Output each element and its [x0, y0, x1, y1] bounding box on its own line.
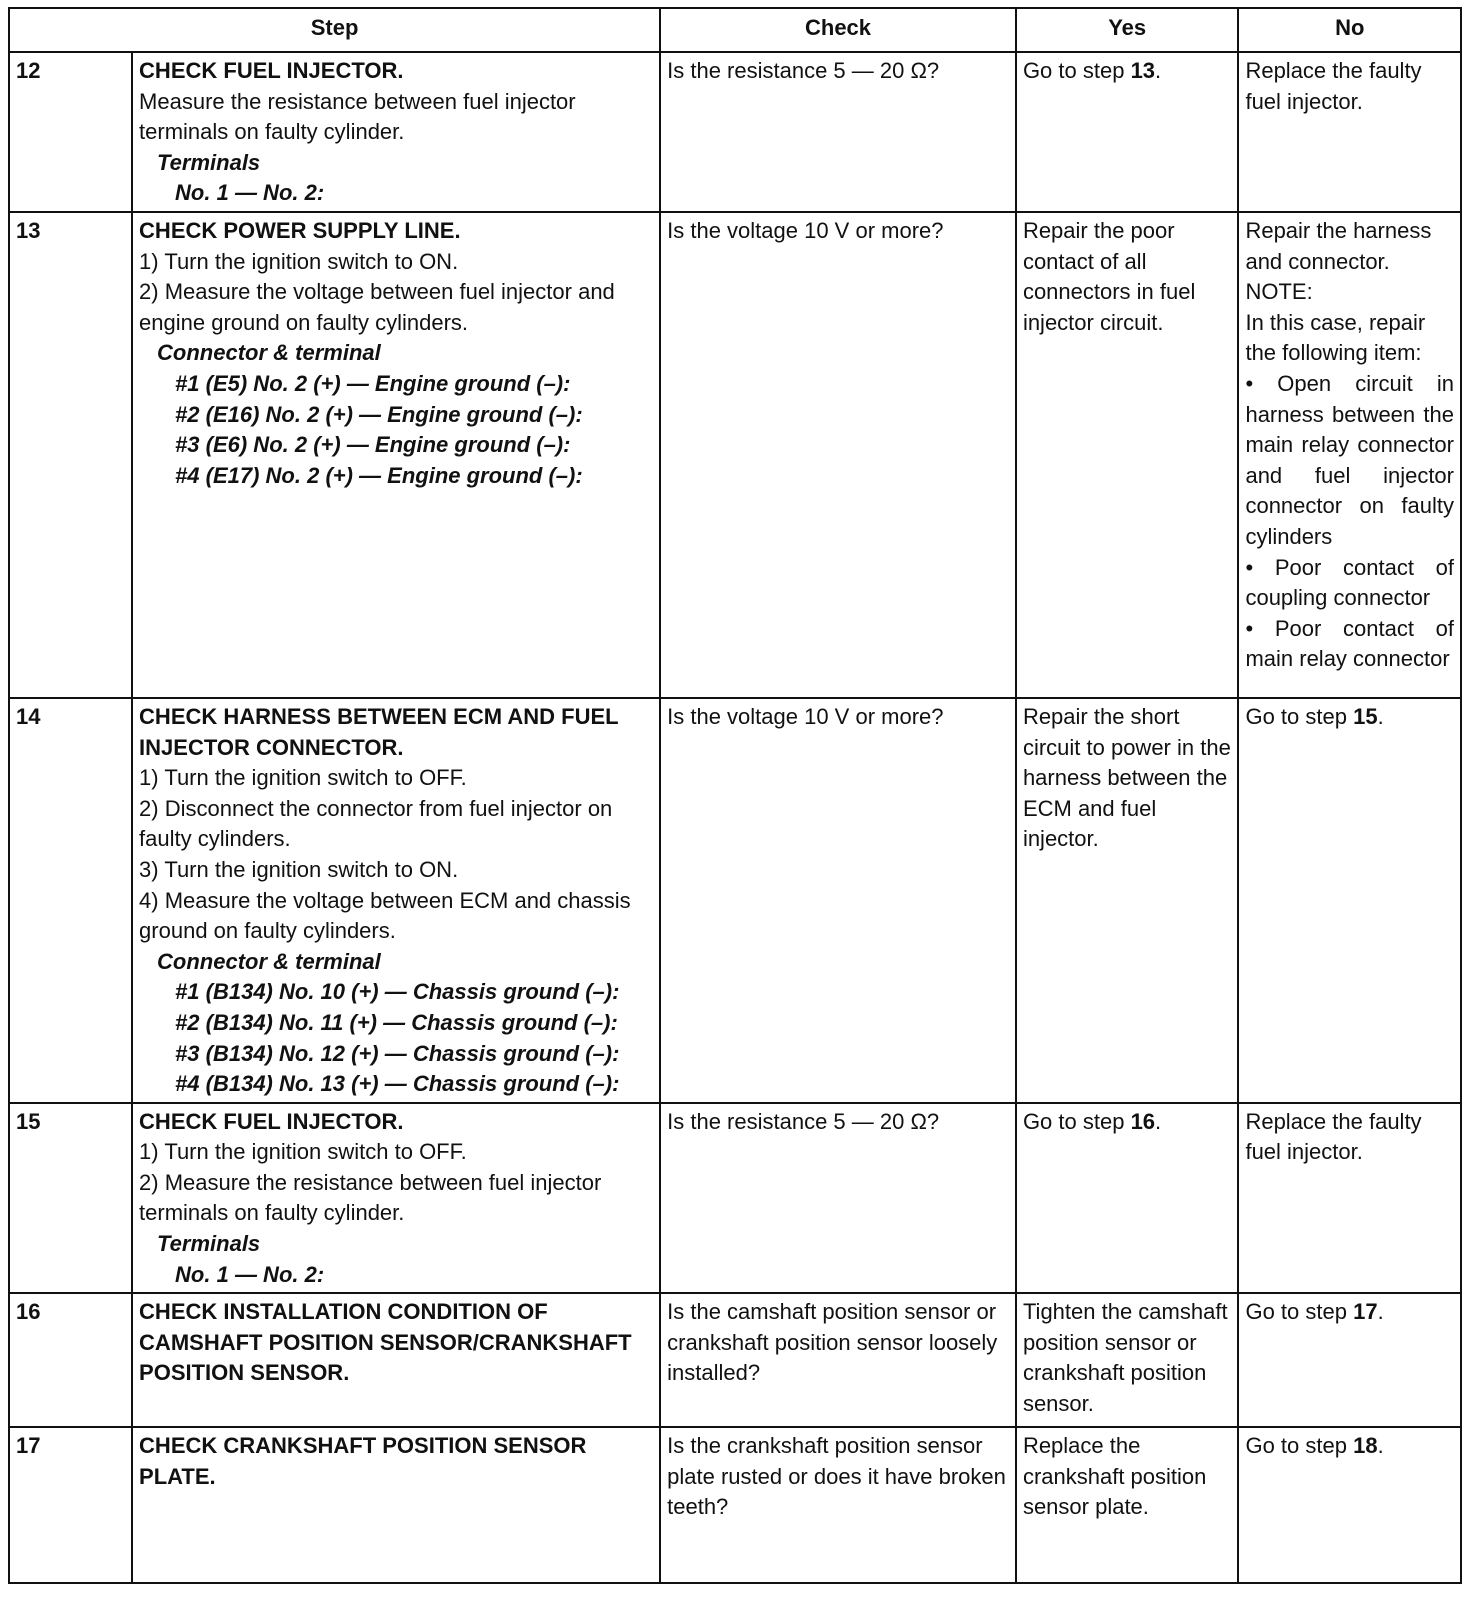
yes-step-ref: 13: [1130, 58, 1156, 83]
table-row: [9, 1427, 1461, 1583]
spec-label: Connector & terminal: [157, 340, 381, 366]
yes-cell: Replace the crankshaft position sensor plate.: [1016, 1427, 1239, 1583]
no-step-ref: 15: [1353, 703, 1378, 729]
diagnostic-table: [8, 7, 1462, 1584]
spec-line: #3 (E6) No. 2 (+) — Engine ground (–):: [175, 432, 571, 458]
header-step: Step: [9, 8, 660, 52]
yes-cell: [1016, 1103, 1239, 1294]
step-text: 2) Measure the resistance between fuel injector terminals on faulty cylinder.: [139, 1169, 602, 1226]
spec-line: #4 (E17) No. 2 (+) — Engine ground (–):: [175, 462, 583, 488]
step-cell: [132, 52, 660, 212]
spec-line: No. 1 — No. 2:: [175, 180, 325, 206]
step-cell: [132, 212, 660, 698]
no-cell: Replace the faulty fuel injector.: [1238, 52, 1461, 212]
step-number: 16: [9, 1293, 132, 1427]
table-row: [9, 52, 1461, 212]
no-cell: Replace the faulty fuel injector.: [1238, 1103, 1461, 1294]
no-text-end: .: [1377, 703, 1384, 729]
step-cell: [132, 1427, 660, 1583]
step-number: 13: [9, 212, 132, 698]
step-number: 14: [9, 698, 132, 1103]
yes-cell: Repair the short circuit to power in the harness between the ECM and fuel injector.: [1016, 698, 1239, 1103]
step-title: CHECK HARNESS BETWEEN ECM AND FUEL INJECTOR CONNECTOR.: [139, 703, 619, 760]
step-text: 3) Turn the ignition switch to ON.: [139, 856, 459, 882]
check-cell: Is the camshaft position sensor or crankshaft position sensor loosely installed?: [660, 1293, 1016, 1427]
step-cell: [132, 1103, 660, 1294]
check-cell: Is the voltage 10 V or more?: [660, 212, 1016, 698]
no-cell: [1238, 698, 1461, 1103]
no-cell: [1238, 1293, 1461, 1427]
step-text: 1) Turn the ignition switch to OFF.: [139, 765, 467, 791]
step-title: CHECK CRANKSHAFT POSITION SENSOR PLATE.: [139, 1433, 587, 1489]
step-title: CHECK FUEL INJECTOR.: [139, 58, 404, 83]
table-row: [9, 212, 1461, 698]
no-text: Repair the harness and connector.: [1245, 217, 1432, 274]
spec-label: Connector & terminal: [157, 948, 381, 974]
step-text: 1) Turn the ignition switch to ON.: [139, 248, 459, 274]
check-cell: Is the resistance 5 — 20 Ω?: [660, 1103, 1016, 1294]
header-yes: Yes: [1016, 8, 1239, 52]
spec-line: #3 (B134) No. 12 (+) — Chassis ground (–):: [175, 1040, 620, 1066]
step-title: CHECK INSTALLATION CONDITION OF CAMSHAFT POSITION SENSOR/CRANKSHAFT POSITION SENSOR.: [139, 1299, 632, 1386]
no-step-ref: 17: [1353, 1299, 1378, 1325]
spec-label: Terminals: [157, 149, 261, 175]
step-cell: [132, 1293, 660, 1427]
check-cell: Is the resistance 5 — 20 Ω?: [660, 52, 1016, 212]
step-text: 1) Turn the ignition switch to OFF.: [139, 1139, 467, 1165]
table-row: [9, 1293, 1461, 1427]
diagnostic-procedure-page: [8, 7, 1462, 1584]
step-title: CHECK FUEL INJECTOR.: [139, 1108, 404, 1134]
table-row: [9, 698, 1461, 1103]
note-item: • Poor contact of coupling connector: [1245, 554, 1454, 611]
yes-cell: [1016, 52, 1239, 212]
step-number: 12: [9, 52, 132, 212]
no-text: Go to step: [1245, 703, 1354, 729]
note-text: In this case, repair the following item:: [1245, 309, 1426, 366]
note-label: NOTE:: [1245, 279, 1313, 305]
spec-label: Terminals: [157, 1231, 261, 1257]
table-header-row: [9, 8, 1461, 52]
step-text: 2) Disconnect the connector from fuel injector on faulty cylinders.: [139, 795, 613, 852]
header-check: Check: [660, 8, 1016, 52]
no-text-end: .: [1377, 1433, 1384, 1459]
spec-line: #1 (E5) No. 2 (+) — Engine ground (–):: [175, 370, 571, 396]
step-cell: [132, 698, 660, 1103]
yes-cell: Tighten the camshaft position sensor or crankshaft position sensor.: [1016, 1293, 1239, 1427]
no-step-ref: 18: [1353, 1433, 1378, 1459]
yes-cell: Repair the poor contact of all connectors in fuel injector circuit.: [1016, 212, 1239, 698]
no-text: Go to step: [1245, 1299, 1354, 1325]
table-row: [9, 1103, 1461, 1294]
yes-text-end: .: [1155, 1108, 1162, 1134]
step-text: 4) Measure the voltage between ECM and chassis ground on faulty cylinders.: [139, 887, 631, 944]
yes-step-ref: 16: [1130, 1108, 1156, 1134]
yes-text: Go to step: [1022, 58, 1131, 83]
no-text: Go to step: [1245, 1433, 1354, 1459]
check-cell: Is the crankshaft position sensor plate rusted or does it have broken teeth?: [660, 1427, 1016, 1583]
spec-line: No. 1 — No. 2:: [175, 1261, 325, 1287]
check-cell: Is the voltage 10 V or more?: [660, 698, 1016, 1103]
step-number: 15: [9, 1103, 132, 1294]
note-item: • Open circuit in harness between the main relay connector and fuel injector connector on faulty cylinders: [1245, 370, 1454, 549]
step-text: Measure the resistance between fuel injector terminals on faulty cylinder.: [139, 88, 576, 145]
spec-line: #2 (B134) No. 11 (+) — Chassis ground (–):: [175, 1009, 618, 1035]
header-no: No: [1238, 8, 1461, 52]
spec-line: #1 (B134) No. 10 (+) — Chassis ground (–):: [175, 979, 620, 1005]
no-cell: [1238, 1427, 1461, 1583]
step-number: 17: [9, 1427, 132, 1583]
spec-line: #2 (E16) No. 2 (+) — Engine ground (–):: [175, 401, 583, 427]
yes-text: Go to step: [1022, 1108, 1131, 1134]
note-item: • Poor contact of main relay connector: [1245, 615, 1454, 672]
no-text-end: .: [1377, 1299, 1384, 1325]
step-text: 2) Measure the voltage between fuel injector and engine ground on faulty cylinders.: [139, 279, 615, 335]
spec-line: #4 (B134) No. 13 (+) — Chassis ground (–):: [175, 1071, 620, 1097]
step-title: CHECK POWER SUPPLY LINE.: [139, 217, 461, 243]
yes-text-end: .: [1155, 58, 1162, 83]
no-cell: [1238, 212, 1461, 698]
